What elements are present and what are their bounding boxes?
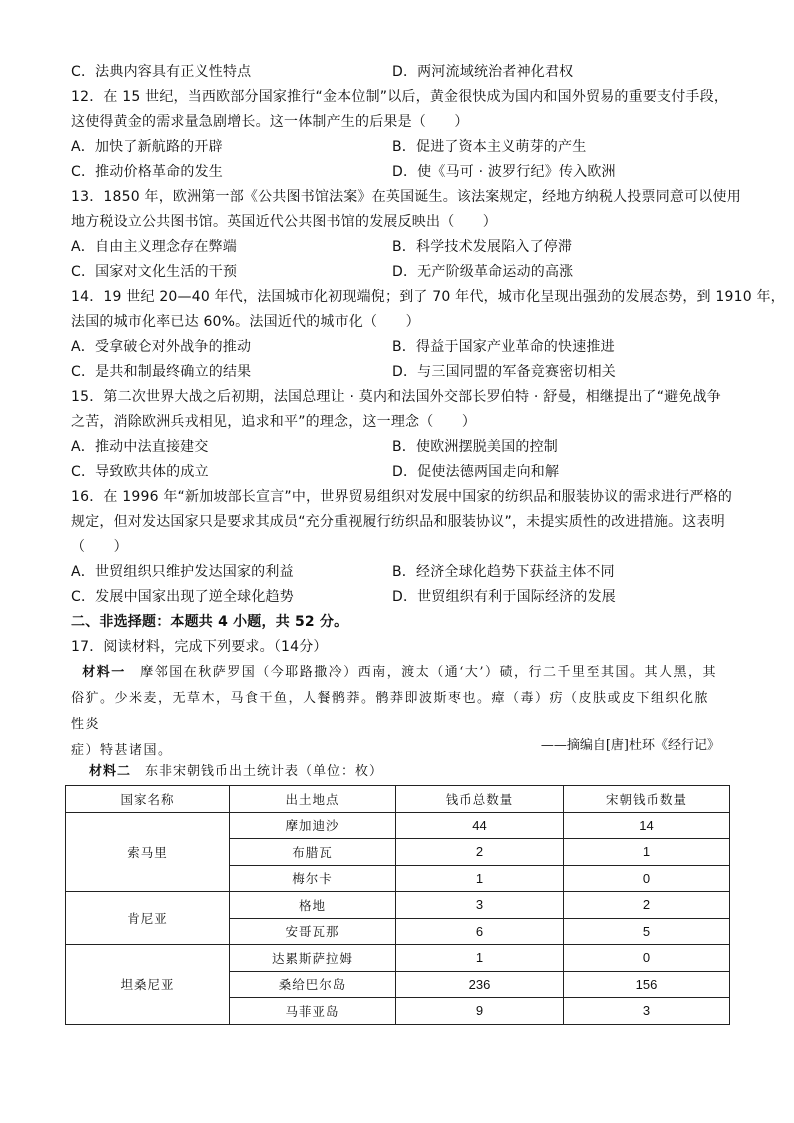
q14-option-d: D．与三国同盟的军备竞赛密切相关	[392, 364, 616, 380]
q13-stem-line2: 地方税设立公共图书馆。英国近代公共图书馆的发展反映出（ ）	[71, 214, 497, 230]
q13-option-a: A．自由主义理念存在弊端	[71, 239, 237, 255]
q14-stem-line1: 14．19 世纪 20—40 年代，法国城市化初现端倪；到了 70 年代，城市化呈现出强劲的发展态势，到 1910 年，	[71, 289, 785, 305]
place-cell: 桑给巴尔岛	[230, 971, 396, 998]
q11-option-c: C．法典内容具有正义性特点	[71, 64, 252, 80]
header-total: 钱币总数量	[396, 786, 564, 813]
table-row	[66, 892, 730, 919]
section2-heading: 二、非选择题：本题共 4 小题，共 52 分。	[71, 614, 349, 630]
place-cell: 摩加迪沙	[230, 812, 396, 839]
place-cell: 达累斯萨拉姆	[230, 945, 396, 972]
q16-stem-line1: 16．在 1996 年“新加坡部长宣言”中，世界贸易组织对发展中国家的纺织品和服装协议的需求进行严格的	[71, 489, 733, 505]
place-cell: 格地	[230, 892, 396, 919]
song-cell: 156	[564, 971, 730, 998]
table-row	[66, 812, 730, 839]
q16-stem-line3: （ ）	[71, 539, 128, 555]
material1-line1	[71, 660, 721, 686]
song-cell: 0	[564, 945, 730, 972]
total-cell: 2	[396, 839, 564, 866]
song-cell: 0	[564, 865, 730, 892]
material1-source: ——摘编自[唐]杜环《经行记》	[540, 738, 720, 753]
country-cell: 索马里	[66, 812, 230, 892]
q16-stem-line2: 规定，但对发达国家只是要求其成员“充分重视履行纺织品和服装协议”，未提实质性的改进措施。这表明	[71, 514, 725, 530]
q13-option-d: D．无产阶级革命运动的高涨	[392, 264, 574, 280]
material2-caption	[89, 763, 383, 781]
place-cell: 梅尔卡	[230, 865, 396, 892]
q15-option-d: D．促使法德两国走向和解	[392, 464, 560, 480]
country-cell: 坦桑尼亚	[66, 945, 230, 1025]
q12-option-c: C．推动价格革命的发生	[71, 164, 223, 180]
total-cell: 236	[396, 971, 564, 998]
header-song: 宋朝钱币数量	[564, 786, 730, 813]
material2-label: 材料二	[89, 764, 132, 779]
total-cell: 3	[396, 892, 564, 919]
q12-option-d: D．使《马可 · 波罗行纪》传入欧洲	[392, 164, 616, 180]
q12-option-b: B．促进了资本主义萌芽的产生	[392, 139, 587, 155]
place-cell: 马菲亚岛	[230, 998, 396, 1025]
q14-option-a: A．受拿破仑对外战争的推动	[71, 339, 252, 355]
total-cell: 44	[396, 812, 564, 839]
total-cell: 6	[396, 918, 564, 945]
header-place: 出土地点	[230, 786, 396, 813]
song-cell: 3	[564, 998, 730, 1025]
header-country: 国家名称	[66, 786, 230, 813]
q15-stem-line1: 15．第二次世界大战之后初期，法国总理让 · 莫内和法国外交部长罗伯特 · 舒曼，相继提出了“避免战争	[71, 389, 721, 405]
song-cell: 5	[564, 918, 730, 945]
q16-option-a: A．世贸组织只维护发达国家的利益	[71, 564, 294, 580]
song-cell: 14	[564, 812, 730, 839]
total-cell: 1	[396, 945, 564, 972]
q13-stem-line1: 13．1850 年，欧洲第一部《公共图书馆法案》在英国诞生。该法案规定，经地方纳税人投票同意可以使用	[71, 189, 741, 205]
q11-option-d: D．两河流域统治者神化君权	[392, 64, 574, 80]
q15-stem-line2: 之苦，消除欧洲兵戎相见，追求和平”的理念，这一理念（ ）	[71, 414, 477, 430]
country-cell: 肯尼亚	[66, 892, 230, 945]
q15-option-b: B．使欧洲摆脱美国的控制	[392, 439, 559, 455]
table-row	[66, 945, 730, 972]
material1-line3: 症）特甚诸国。	[71, 743, 173, 758]
q14-option-c: C．是共和制最终确立的结果	[71, 364, 252, 380]
song-cell: 1	[564, 839, 730, 866]
q12-option-a: A．加快了新航路的开辟	[71, 139, 223, 155]
q15-option-c: C．导致欧共体的成立	[71, 464, 209, 480]
material1-text1: 摩邻国在秋萨罗国（今耶路撒冷）西南，渡太（通‘大’）碛，行二千里至其国。其人黑，其	[125, 665, 718, 680]
total-cell: 9	[396, 998, 564, 1025]
coin-table	[65, 785, 730, 1025]
q16-option-c: C．发展中国家出现了逆全球化趋势	[71, 589, 294, 605]
song-cell: 2	[564, 892, 730, 919]
q12-stem-line2: 这使得黄金的需求量急剧增长。这一体制产生的后果是（ ）	[71, 114, 469, 130]
q14-option-b: B．得益于国家产业革命的快速推进	[392, 339, 615, 355]
table-header-row	[66, 786, 730, 813]
q13-option-c: C．国家对文化生活的干预	[71, 264, 238, 280]
material1-label: 材料一	[82, 665, 126, 680]
q16-option-d: D．世贸组织有利于国际经济的发展	[392, 589, 616, 605]
place-cell: 布腊瓦	[230, 839, 396, 866]
q15-option-a: A．推动中法直接建交	[71, 439, 209, 455]
q17-stem: 17．阅读材料，完成下列要求。（14分）	[71, 639, 328, 655]
q16-option-b: B．经济全球化趋势下获益主体不同	[392, 564, 615, 580]
q14-stem-line2: 法国的城市化率已达 60%。法国近代的城市化（ ）	[71, 314, 420, 330]
material1-line2: 俗犷。少米麦，无草木，马食干鱼，人餐鹘莽。鹘莽即波斯枣也。瘴（毒）疠（皮肤或皮下组织化脓性炎	[71, 691, 710, 732]
q12-stem-line1: 12．在 15 世纪，当西欧部分国家推行“金本位制”以后，黄金很快成为国内和国外贸易的重要支付手段，	[71, 89, 729, 105]
total-cell: 1	[396, 865, 564, 892]
material2-title: 东非宋朝钱币出土统计表（单位：枚）	[131, 764, 384, 779]
q13-option-b: B．科学技术发展陷入了停滞	[392, 239, 573, 255]
place-cell: 安哥瓦那	[230, 918, 396, 945]
